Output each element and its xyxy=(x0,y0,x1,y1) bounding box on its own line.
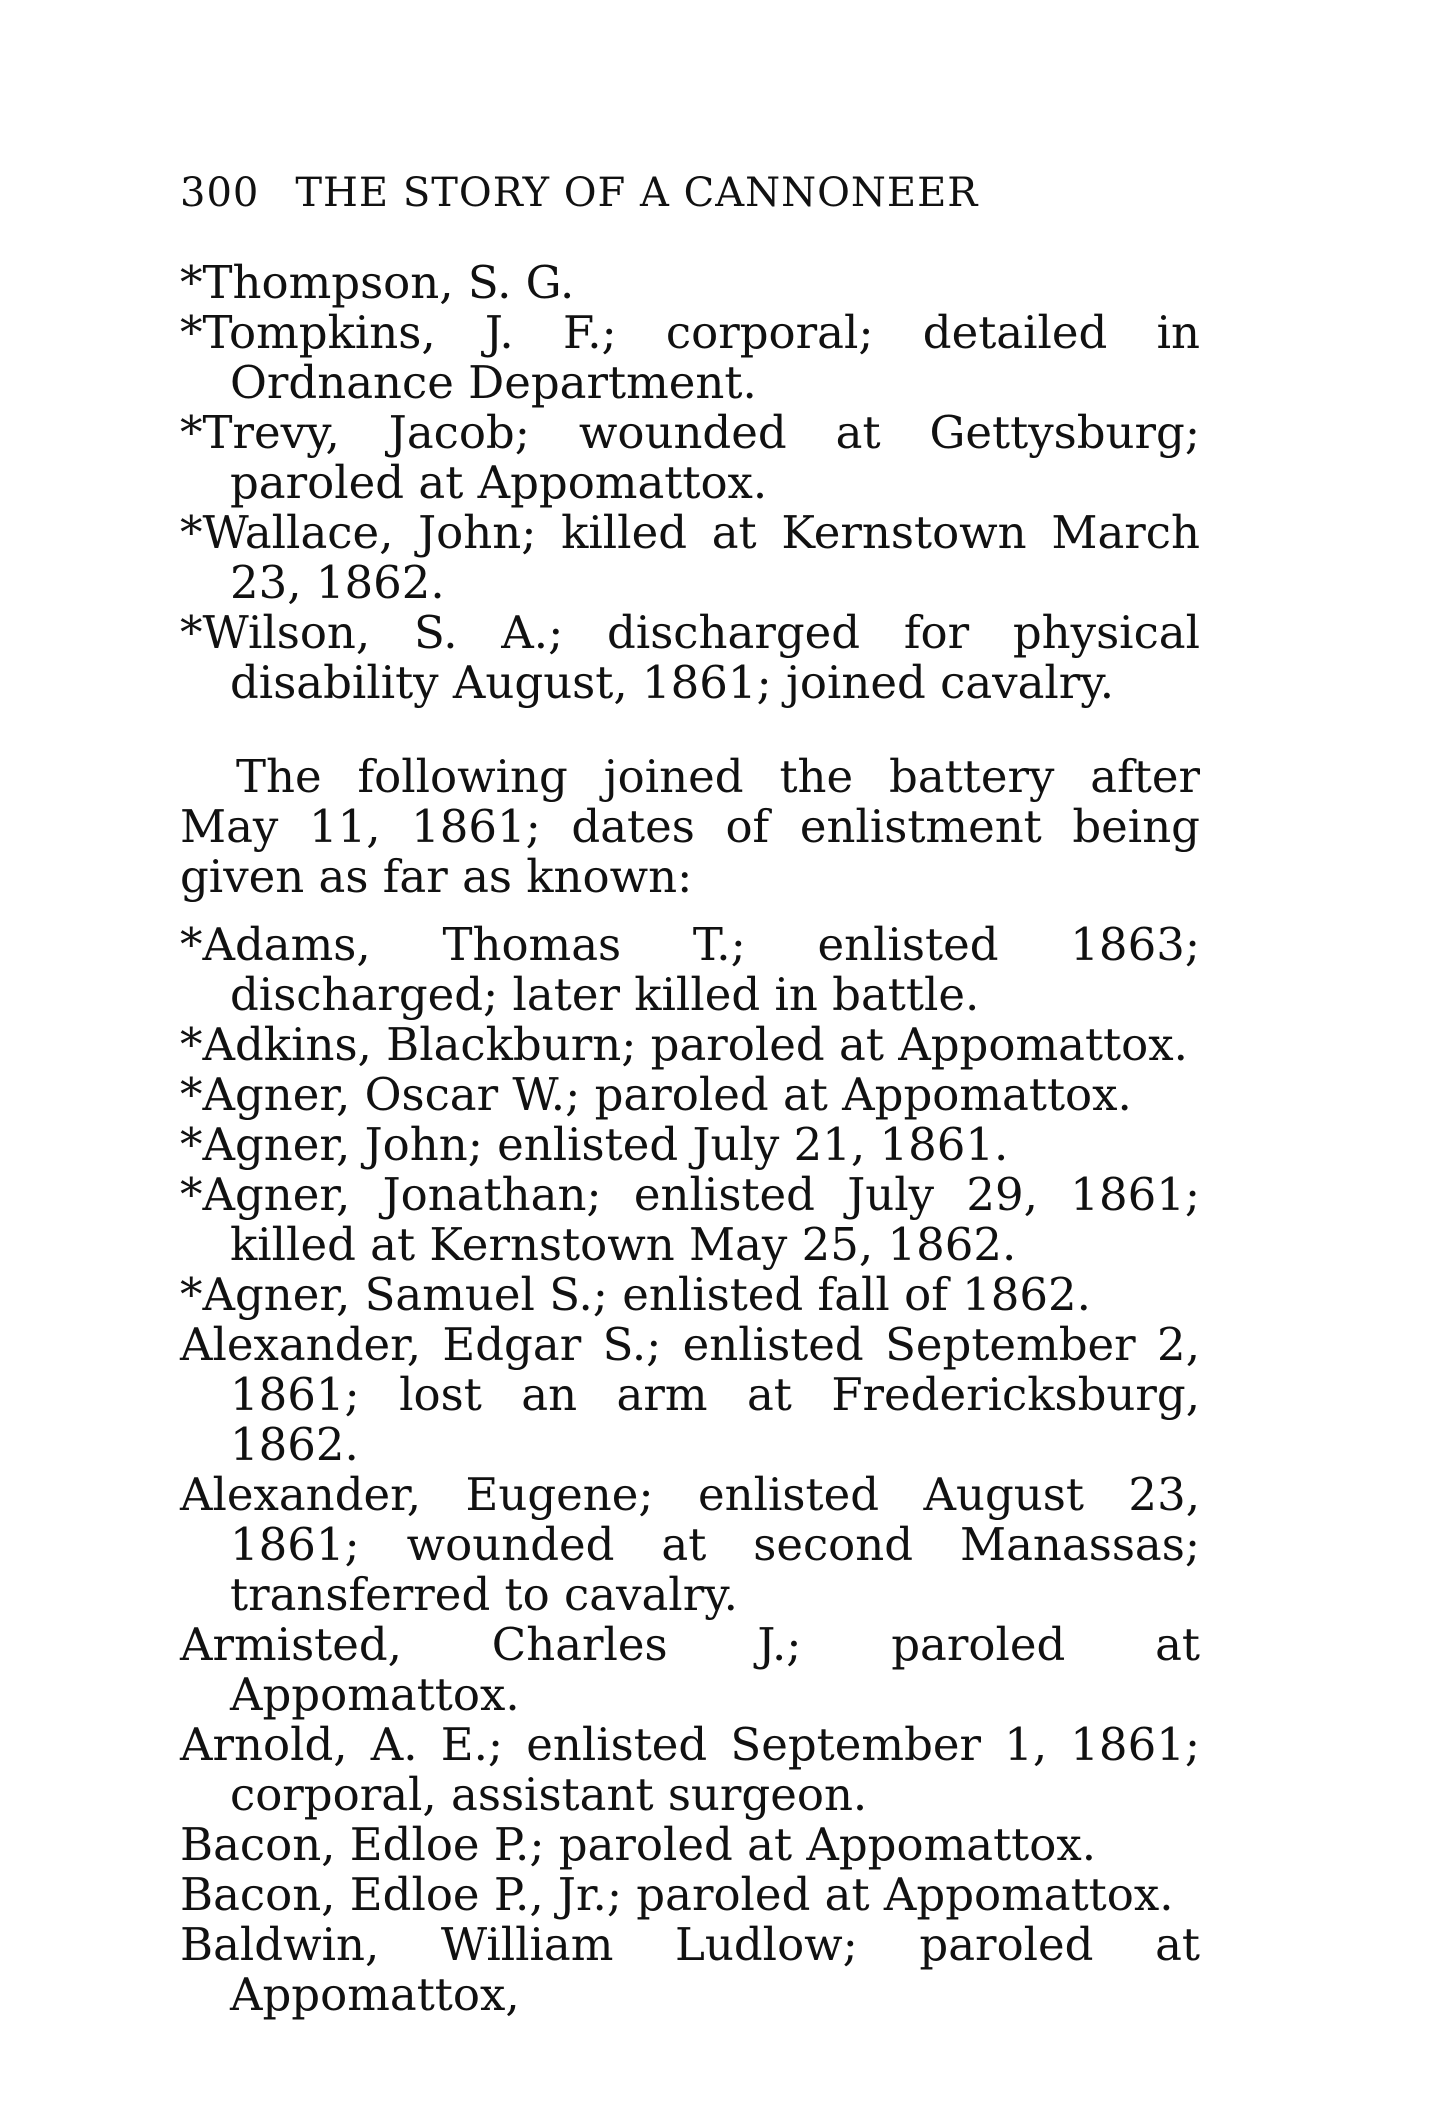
roster-entry: *Agner, Oscar W.; paroled at Appomattox. xyxy=(180,1068,1132,1121)
roster-entry: Armisted, Charles J.; paroled at Appomattox. xyxy=(180,1618,1200,1721)
roster-entry: *Adams, Thomas T.; enlisted 1863; discharged; later killed in battle. xyxy=(180,918,1200,1021)
roster-entry: Alexander, Eugene; enlisted August 23, 1861; wounded at second Manassas; transferred to cavalry. xyxy=(180,1468,1200,1621)
running-title: THE STORY OF A CANNONEER xyxy=(295,170,979,216)
roster-entry: *Tompkins, J. F.; corporal; detailed in Ordnance Department. xyxy=(180,306,1200,409)
roster-entry: *Agner, John; enlisted July 21, 1861. xyxy=(180,1118,1009,1171)
intro-paragraph: The following joined the battery after May 11, 1861; dates of enlistment being given as far as known: xyxy=(180,750,1200,903)
roster-entry: *Thompson, S. G. xyxy=(180,256,575,309)
roster-entry: *Agner, Samuel S.; enlisted fall of 1862. xyxy=(180,1268,1091,1321)
running-header xyxy=(180,170,978,216)
roster-entry: Alexander, Edgar S.; enlisted September 2, 1861; lost an arm at Fredericksburg, 1862. xyxy=(180,1318,1200,1471)
roster-entry: *Trevy, Jacob; wounded at Gettysburg; paroled at Appomattox. xyxy=(180,406,1200,509)
roster-list-top xyxy=(180,258,1200,708)
roster-entry: *Agner, Jonathan; enlisted July 29, 1861; killed at Kernstown May 25, 1862. xyxy=(180,1168,1200,1271)
roster-entry: Bacon, Edloe P., Jr.; paroled at Appomattox. xyxy=(180,1868,1174,1921)
roster-entry: *Wallace, John; killed at Kernstown March 23, 1862. xyxy=(180,506,1200,609)
roster-entry: Arnold, A. E.; enlisted September 1, 1861; corporal, assistant surgeon. xyxy=(180,1718,1200,1821)
roster-entry: Baldwin, William Ludlow; paroled at Appomattox, xyxy=(180,1918,1200,2021)
roster-list-bottom xyxy=(180,920,1200,2020)
roster-entry: *Wilson, S. A.; discharged for physical disability August, 1861; joined cavalry. xyxy=(180,606,1200,709)
roster-entry: Bacon, Edloe P.; paroled at Appomattox. xyxy=(180,1818,1097,1871)
roster-entry: *Adkins, Blackburn; paroled at Appomattox. xyxy=(180,1018,1188,1071)
page-number: 300 xyxy=(180,170,260,216)
